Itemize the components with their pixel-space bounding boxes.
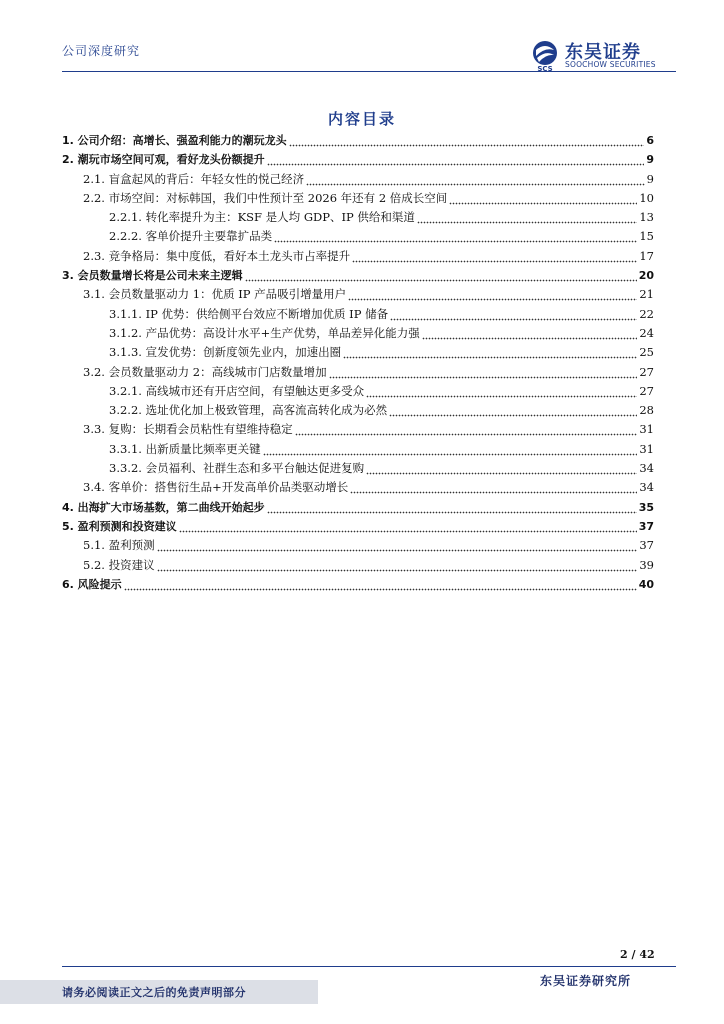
toc-entry[interactable] [62,478,654,497]
toc-dot-leader [417,208,637,227]
toc-dot-leader [343,343,637,362]
toc-entry-title: 3.2.2. 选址优化加上极致管理，高客流高转化成为必然 [109,403,388,418]
toc-dot-leader [422,324,638,343]
toc-entry-page: 17 [639,248,654,263]
toc-dot-leader [267,498,637,517]
toc-dot-leader [350,478,637,497]
toc-entry[interactable] [62,189,654,208]
toc-entry-page: 13 [639,210,654,225]
toc-entry-page: 21 [639,287,654,302]
toc-entry-title: 3. 会员数量增长将是公司未来主逻辑 [62,269,243,283]
toc-dot-leader [179,517,637,536]
toc-entry[interactable] [62,517,654,536]
institution-name: 东吴证券研究所 [540,974,632,988]
toc-entry-title: 2. 潮玩市场空间可观，看好龙头份额提升 [62,153,265,167]
toc-entry[interactable] [62,401,654,420]
toc-entry-title: 3.3.1. 出新质量比频率更关键 [109,441,261,456]
toc-entry[interactable] [62,285,654,304]
toc-entry-title: 4. 出海扩大市场基数，第二曲线开始起步 [62,500,265,514]
toc-entry[interactable] [62,150,654,169]
toc-entry-page: 25 [639,345,654,360]
toc-entry[interactable] [62,536,654,555]
toc-entry-page: 9 [646,153,654,167]
toc-entry-title: 3.3.2. 会员福利、社群生态和多平台触达促进复购 [109,461,365,476]
toc-entry-page: 35 [638,500,654,514]
toc-entry-title: 2.2.1. 转化率提升为主：KSF 是人均 GDP、IP 供给和渠道 [109,210,415,225]
toc-entry-title: 2.2.2. 客单价提升主要靠扩品类 [109,229,273,244]
toc-entry[interactable] [62,324,654,343]
toc-entry-page: 34 [639,461,654,476]
toc-entry-page: 28 [639,403,654,418]
toc-entry-title: 3.1.1. IP 优势：供给侧平台效应不断增加优质 IP 储备 [109,306,389,321]
logo-chinese-name: 东吴证券 [565,42,641,63]
toc-entry[interactable] [62,208,654,227]
toc-entry-page: 24 [639,325,654,340]
toc-entry-page: 6 [646,134,654,147]
toc-entry-page: 39 [639,557,654,572]
toc-entry-title: 5.1. 盈利预测 [83,538,155,553]
toc-entry-title: 5.2. 投资建议 [83,557,155,572]
toc-dot-leader [267,150,645,169]
toc-entry-page: 22 [639,306,654,321]
toc-entry[interactable] [62,170,654,189]
toc-entry[interactable] [62,227,654,246]
toc-entry-title: 5. 盈利预测和投资建议 [62,519,177,533]
toc-dot-leader [124,575,637,594]
toc-entry-title: 3.1.2. 产品优势：高设计水平+生产优势，单品差异化能力强 [109,325,420,340]
toc-entry-page: 9 [646,171,654,186]
toc-entry[interactable] [62,305,654,324]
toc-dot-leader [348,285,637,304]
toc-entry-title: 2.3. 竞争格局：集中度低，看好本土龙头市占率提升 [83,248,351,263]
toc-entry[interactable] [62,363,654,382]
disclaimer-notice: 请务必阅读正文之后的免责声明部分 [62,986,246,999]
toc-entry-title: 1. 公司介绍：高增长、强盈利能力的潮玩龙头 [62,134,287,147]
toc-entry-page: 31 [639,441,654,456]
toc-entry[interactable] [62,247,654,266]
toc-entry-page: 37 [638,519,654,533]
toc-entry[interactable] [62,440,654,459]
toc-entry-page: 27 [639,364,654,379]
toc-dot-leader [366,459,637,478]
toc-entry-page: 27 [639,383,654,398]
page-number: 2 / 42 [620,948,655,961]
toc-dot-leader [295,420,638,439]
toc-dot-leader [352,247,637,266]
toc-entry[interactable] [62,266,654,285]
toc-dot-leader [390,305,637,324]
toc-dot-leader [389,401,637,420]
toc-entry-page: 31 [639,422,654,437]
toc-dot-leader [157,536,638,555]
logo-mark-text: SCS [537,65,553,72]
toc-title: 内容目录 [327,110,396,128]
toc-dot-leader [366,382,637,401]
toc-entry-page: 34 [639,480,654,495]
toc-entry-title: 2.2. 市场空间：对标韩国，我们中性预计至 2026 年还有 2 倍成长空间 [83,190,448,205]
footer-divider [62,966,676,967]
toc-entry-title: 3.1. 会员数量驱动力 1：优质 IP 产品吸引增量用户 [83,287,347,302]
toc-entry[interactable] [62,420,654,439]
toc-entry-title: 3.4. 客单价：搭售衍生品+开发高单价品类驱动增长 [83,480,349,495]
toc-entry-title: 3.1.3. 宣发优势：创新度领先业内，加速出圈 [109,345,342,360]
toc-entry-title: 3.3. 复购：长期看会员粘性有望维持稳定 [83,422,293,437]
company-logo [528,38,678,72]
toc-entry-page: 20 [638,269,654,283]
toc-entry-title: 6. 风险提示 [62,577,122,591]
table-of-contents [62,131,654,594]
toc-dot-leader [245,266,637,285]
toc-entry[interactable] [62,343,654,362]
toc-entry-page: 10 [639,190,654,205]
logo-english-name: SOOCHOW SECURITIES [565,60,656,69]
toc-dot-leader [263,440,638,459]
toc-dot-leader [329,363,638,382]
toc-entry[interactable] [62,556,654,575]
toc-entry-title: 3.2.1. 高线城市还有开店空间，有望触达更多受众 [109,383,365,398]
toc-dot-leader [274,227,637,246]
toc-dot-leader [449,189,637,208]
toc-entry[interactable] [62,498,654,517]
toc-entry[interactable] [62,131,654,150]
soochow-logo-icon [528,38,562,72]
toc-entry-title: 3.2. 会员数量驱动力 2：高线城市门店数量增加 [83,364,327,379]
toc-entry[interactable] [62,382,654,401]
toc-dot-leader [289,131,645,150]
toc-entry-page: 40 [638,577,654,591]
header-divider [62,71,676,72]
toc-dot-leader [157,556,638,575]
toc-dot-leader [306,170,645,189]
toc-entry[interactable] [62,575,654,594]
toc-entry-title: 2.1. 盲盒起风的背后：年轻女性的悦己经济 [83,171,305,186]
toc-entry-page: 37 [639,538,654,553]
report-type-label: 公司深度研究 [62,44,141,58]
toc-entry[interactable] [62,459,654,478]
toc-entry-page: 15 [639,229,654,244]
